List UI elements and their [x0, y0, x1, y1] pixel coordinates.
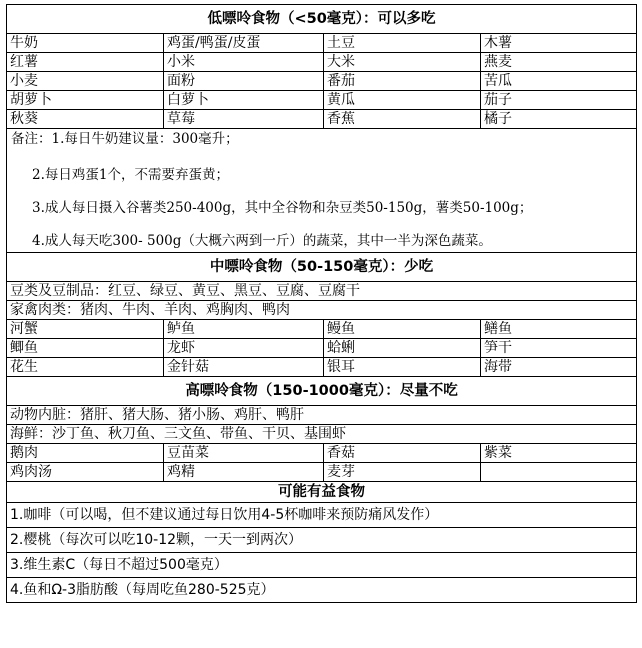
table-row — [7, 53, 637, 72]
food-cell: 鹅肉 — [7, 444, 164, 463]
food-cell: 鸡肉汤 — [7, 463, 164, 482]
note-3: 3.成人每日摄入谷薯类250-400g，其中全谷物和杂豆类50-150g，薯类50-100g； — [32, 200, 533, 216]
high-purine-title: 高嘌呤食物（150-1000毫克）：尽量不吃 — [7, 377, 637, 406]
benefit-item: 1.咖啡（可以喝，但不建议通过每日饮用4-5杯咖啡来预防痛风发作） — [7, 503, 637, 528]
food-cell: 鳝鱼 — [481, 320, 637, 339]
food-cell: 麦芽 — [324, 463, 481, 482]
food-cell: 小米 — [164, 53, 324, 72]
food-cell: 香菇 — [324, 444, 481, 463]
list-item — [7, 578, 637, 603]
poultry-line: 家禽肉类：猪肉、牛肉、羊肉、鸡胸肉、鸭肉 — [7, 301, 637, 320]
food-cell: 金针菇 — [164, 358, 324, 377]
table-row — [7, 301, 637, 320]
benefit-item: 4.鱼和Ω-3脂肪酸（每周吃鱼280-525克） — [7, 578, 637, 603]
benefit-title: 可能有益食物 — [7, 482, 637, 503]
food-cell: 海带 — [481, 358, 637, 377]
table-row — [7, 91, 637, 110]
food-cell: 土豆 — [324, 34, 481, 53]
table-row — [7, 110, 637, 129]
food-cell: 鲫鱼 — [7, 339, 164, 358]
list-item — [7, 503, 637, 528]
food-cell: 秋葵 — [7, 110, 164, 129]
food-cell: 红薯 — [7, 53, 164, 72]
table-row — [7, 463, 637, 482]
mid-purine-header-row — [7, 253, 637, 282]
purine-food-table — [6, 4, 637, 603]
food-cell: 河蟹 — [7, 320, 164, 339]
food-cell: 面粉 — [164, 72, 324, 91]
table-row — [7, 72, 637, 91]
food-cell: 花生 — [7, 358, 164, 377]
food-cell: 黄瓜 — [324, 91, 481, 110]
food-cell — [481, 463, 637, 482]
list-item — [7, 553, 637, 578]
notes-cell — [7, 129, 637, 253]
table-row — [7, 320, 637, 339]
offal-line: 动物内脏：猪肝、猪大肠、猪小肠、鸡肝、鸭肝 — [7, 406, 637, 425]
food-cell: 紫菜 — [481, 444, 637, 463]
benefit-item: 3.维生素C（每日不超过500毫克） — [7, 553, 637, 578]
low-purine-title: 低嘌呤食物（<50毫克）：可以多吃 — [7, 5, 637, 34]
benefit-header-row — [7, 482, 637, 503]
table-row — [7, 339, 637, 358]
low-purine-header-row — [7, 5, 637, 34]
food-cell: 牛奶 — [7, 34, 164, 53]
beans-line: 豆类及豆制品：红豆、绿豆、黄豆、黑豆、豆腐、豆腐干 — [7, 282, 637, 301]
benefit-item: 2.樱桃（每次可以吃10-12颗，一天一到两次） — [7, 528, 637, 553]
list-item — [7, 528, 637, 553]
food-cell: 木薯 — [481, 34, 637, 53]
mid-purine-title: 中嘌呤食物（50-150毫克）：少吃 — [7, 253, 637, 282]
table-row — [7, 358, 637, 377]
note-1: 备注：1.每日牛奶建议量：300毫升； — [11, 131, 239, 147]
food-cell: 小麦 — [7, 72, 164, 91]
food-cell: 橘子 — [481, 110, 637, 129]
food-cell: 豆苗菜 — [164, 444, 324, 463]
note-4: 4.成人每天吃300- 500g（大概六两到一斤）的蔬菜，其中一半为深色蔬菜。 — [32, 233, 492, 249]
food-cell: 鸡蛋/鸭蛋/皮蛋 — [164, 34, 324, 53]
food-cell: 燕麦 — [481, 53, 637, 72]
food-cell: 鳗鱼 — [324, 320, 481, 339]
table-row — [7, 282, 637, 301]
food-cell: 白萝卜 — [164, 91, 324, 110]
food-cell: 茄子 — [481, 91, 637, 110]
notes-row — [7, 129, 637, 253]
food-cell: 胡萝卜 — [7, 91, 164, 110]
high-purine-header-row — [7, 377, 637, 406]
food-cell: 蛤蜊 — [324, 339, 481, 358]
table-row — [7, 34, 637, 53]
seafood-line: 海鲜：沙丁鱼、秋刀鱼、三文鱼、带鱼、干贝、基围虾 — [7, 425, 637, 444]
food-cell: 草莓 — [164, 110, 324, 129]
table-row — [7, 406, 637, 425]
note-2: 2.每日鸡蛋1个，不需要弃蛋黄； — [32, 167, 229, 183]
food-cell: 苦瓜 — [481, 72, 637, 91]
food-cell: 大米 — [324, 53, 481, 72]
food-cell: 鲈鱼 — [164, 320, 324, 339]
food-cell: 鸡精 — [164, 463, 324, 482]
food-cell: 番茄 — [324, 72, 481, 91]
food-cell: 笋干 — [481, 339, 637, 358]
table-row — [7, 444, 637, 463]
food-cell: 银耳 — [324, 358, 481, 377]
food-cell: 龙虾 — [164, 339, 324, 358]
table-row — [7, 425, 637, 444]
food-cell: 香蕉 — [324, 110, 481, 129]
